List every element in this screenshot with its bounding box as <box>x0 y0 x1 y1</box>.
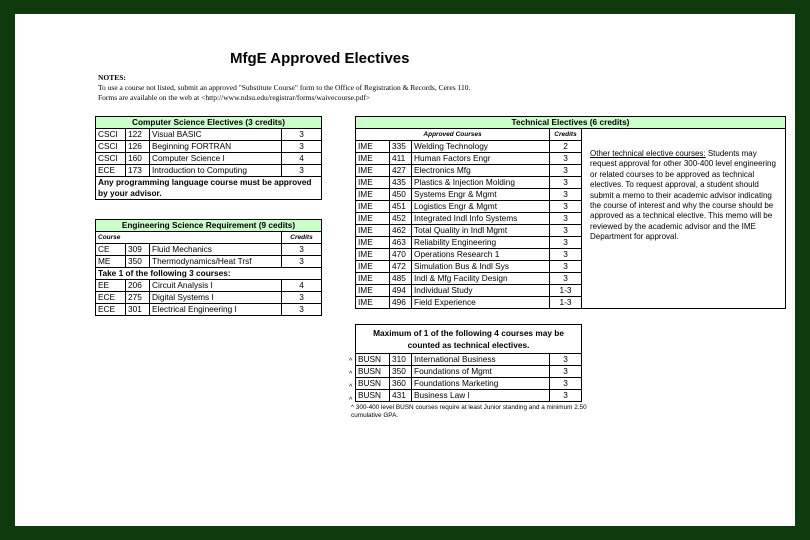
dept-cell: ECE <box>96 304 126 316</box>
credit-cell: 3 <box>550 273 582 285</box>
notes-block <box>98 73 618 103</box>
busn-table <box>355 324 582 402</box>
dept-cell: CSCI <box>96 129 126 141</box>
es-col-credits: Credits <box>282 232 322 244</box>
num-cell: 451 <box>390 201 412 213</box>
credit-cell: 3 <box>282 129 322 141</box>
cs-note: Any programming language course must be approved by your advisor. <box>96 177 322 200</box>
course-name-cell: Foundations of Mgmt <box>412 366 550 378</box>
course-name-cell: Plastics & Injection Molding <box>412 177 550 189</box>
caret-mark: ^ <box>349 384 353 391</box>
notes-line-1: To use a course not listed, submit an approved "Substitute Course" form to the Office of Registration & Records, Ceres 110. <box>98 83 471 92</box>
num-cell: 122 <box>126 129 150 141</box>
num-cell: 350 <box>390 366 412 378</box>
es-col-course: Course <box>96 232 282 244</box>
num-cell: 452 <box>390 213 412 225</box>
credit-cell: 3 <box>550 153 582 165</box>
num-cell: 335 <box>390 141 412 153</box>
table-row <box>96 292 322 304</box>
es-header: Engineering Science Requirement (9 cedits) <box>96 220 322 232</box>
dept-cell: IME <box>356 177 390 189</box>
course-name-cell: Electrical Engineering I <box>150 304 282 316</box>
dept-cell: ME <box>96 256 126 268</box>
num-cell: 450 <box>390 189 412 201</box>
course-name-cell: Simulation Bus & Indl Sys <box>412 261 550 273</box>
credit-cell: 2 <box>550 141 582 153</box>
num-cell: 462 <box>390 225 412 237</box>
credit-cell: 3 <box>550 390 582 402</box>
busn-max-note: Maximum of 1 of the following 4 courses may be counted as technical electives. <box>356 325 582 354</box>
credit-cell: 1-3 <box>550 285 582 297</box>
table-row <box>96 153 322 165</box>
dept-cell: IME <box>356 285 390 297</box>
num-cell: 350 <box>126 256 150 268</box>
dept-cell: IME <box>356 153 390 165</box>
cs-electives-table <box>95 116 322 200</box>
num-cell: 485 <box>390 273 412 285</box>
credit-cell: 3 <box>550 237 582 249</box>
dept-cell: IME <box>356 249 390 261</box>
credit-cell: 3 <box>282 256 322 268</box>
course-name-cell: Circuit Analysis I <box>150 280 282 292</box>
course-name-cell: Logistics Engr & Mgmt <box>412 201 550 213</box>
credit-cell: 4 <box>282 153 322 165</box>
table-row <box>356 390 582 402</box>
caret-mark: ^ <box>349 397 353 404</box>
course-name-cell: Human Factors Engr <box>412 153 550 165</box>
other-electives-note <box>582 129 786 309</box>
dept-cell: IME <box>356 165 390 177</box>
course-name-cell: Beginning FORTRAN <box>150 141 282 153</box>
dept-cell: BUSN <box>356 366 390 378</box>
dept-cell: CSCI <box>96 153 126 165</box>
table-row <box>356 378 582 390</box>
document-page <box>15 14 795 526</box>
num-cell: 435 <box>390 177 412 189</box>
course-name-cell: Introduction to Computing <box>150 165 282 177</box>
dept-cell: IME <box>356 225 390 237</box>
dept-cell: IME <box>356 297 390 309</box>
dept-cell: ECE <box>96 165 126 177</box>
te-header: Technical Electives (6 credits) <box>356 117 786 129</box>
caret-mark: ^ <box>349 358 353 365</box>
course-name-cell: Indl & Mfg Facility Design <box>412 273 550 285</box>
course-name-cell: Electronics Mfg <box>412 165 550 177</box>
dept-cell: IME <box>356 213 390 225</box>
table-row <box>96 129 322 141</box>
credit-cell: 3 <box>550 354 582 366</box>
dept-cell: ECE <box>96 292 126 304</box>
num-cell: 470 <box>390 249 412 261</box>
credit-cell: 3 <box>282 141 322 153</box>
eng-science-table <box>95 219 322 316</box>
busn-carets <box>349 355 352 407</box>
num-cell: 360 <box>390 378 412 390</box>
dept-cell: IME <box>356 189 390 201</box>
course-name-cell: Fluid Mechanics <box>150 244 282 256</box>
num-cell: 206 <box>126 280 150 292</box>
table-row <box>96 244 322 256</box>
credit-cell: 3 <box>550 189 582 201</box>
num-cell: 411 <box>390 153 412 165</box>
te-col-courses: Approved Courses <box>356 129 550 141</box>
credit-cell: 3 <box>550 213 582 225</box>
table-row <box>356 366 582 378</box>
credit-cell: 3 <box>550 261 582 273</box>
credit-cell: 3 <box>550 165 582 177</box>
course-name-cell: Total Quality in Indl Mgmt <box>412 225 550 237</box>
course-name-cell: International Business <box>412 354 550 366</box>
course-name-cell: Reliability Engineering <box>412 237 550 249</box>
credit-cell: 3 <box>550 366 582 378</box>
table-row <box>96 256 322 268</box>
te-col-credits: Credits <box>550 129 582 141</box>
dept-cell: IME <box>356 273 390 285</box>
table-row <box>96 304 322 316</box>
dept-cell: BUSN <box>356 354 390 366</box>
course-name-cell: Computer Science I <box>150 153 282 165</box>
course-name-cell: Systems Engr & Mgmt <box>412 189 550 201</box>
dept-cell: IME <box>356 261 390 273</box>
num-cell: 496 <box>390 297 412 309</box>
num-cell: 309 <box>126 244 150 256</box>
table-row <box>96 141 322 153</box>
credit-cell: 3 <box>282 244 322 256</box>
num-cell: 173 <box>126 165 150 177</box>
credit-cell: 3 <box>550 378 582 390</box>
credit-cell: 3 <box>550 249 582 261</box>
dept-cell: IME <box>356 141 390 153</box>
course-name-cell: Thermodynamics/Heat Trsf <box>150 256 282 268</box>
num-cell: 427 <box>390 165 412 177</box>
notes-line-2: Forms are available on the web at <http://www.ndsu.edu/registrar/forms/waivecourse.pdf> <box>98 93 371 102</box>
num-cell: 431 <box>390 390 412 402</box>
course-name-cell: Field Experience <box>412 297 550 309</box>
page-title: MfgE Approved Electives <box>230 50 410 67</box>
course-name-cell: Business Law I <box>412 390 550 402</box>
credit-cell: 3 <box>282 292 322 304</box>
side-heading: Other technical elective courses: <box>590 149 706 158</box>
caret-mark: ^ <box>349 371 353 378</box>
num-cell: 126 <box>126 141 150 153</box>
notes-heading: NOTES: <box>98 73 126 82</box>
table-row <box>356 354 582 366</box>
course-name-cell: Individual Study <box>412 285 550 297</box>
credit-cell: 3 <box>282 165 322 177</box>
dept-cell: BUSN <box>356 390 390 402</box>
table-row <box>96 280 322 292</box>
course-name-cell: Integrated Indl Info Systems <box>412 213 550 225</box>
credit-cell: 3 <box>550 225 582 237</box>
num-cell: 310 <box>390 354 412 366</box>
es-take-one: Take 1 of the following 3 courses: <box>96 268 322 280</box>
course-name-cell: Operations Research 1 <box>412 249 550 261</box>
course-name-cell: Foundations Marketing <box>412 378 550 390</box>
table-row <box>96 165 322 177</box>
credit-cell: 3 <box>550 177 582 189</box>
credit-cell: 1-3 <box>550 297 582 309</box>
num-cell: 472 <box>390 261 412 273</box>
side-text: Students may request approval for other 300-400 level engineering or related courses to be approved as technical electives. To request approval, a student should submit a memo to their academic advisor indicating the course of interest and why the course should be approved as a technical elective. This memo will be reviewed by the academic advisor and the IME Department for approval. <box>590 149 776 242</box>
num-cell: 301 <box>126 304 150 316</box>
course-name-cell: Visual BASIC <box>150 129 282 141</box>
dept-cell: EE <box>96 280 126 292</box>
num-cell: 494 <box>390 285 412 297</box>
dept-cell: CSCI <box>96 141 126 153</box>
credit-cell: 3 <box>550 201 582 213</box>
dept-cell: IME <box>356 201 390 213</box>
dept-cell: CE <box>96 244 126 256</box>
credit-cell: 4 <box>282 280 322 292</box>
num-cell: 463 <box>390 237 412 249</box>
cs-header: Computer Science Electives (3 credits) <box>96 117 322 129</box>
course-name-cell: Digital Systems I <box>150 292 282 304</box>
busn-footnote: ^ 300-400 level BUSN courses require at least Junior standing and a minimum 2.50 cumulative GPA. <box>351 404 587 419</box>
dept-cell: BUSN <box>356 378 390 390</box>
dept-cell: IME <box>356 237 390 249</box>
credit-cell: 3 <box>282 304 322 316</box>
course-name-cell: Welding Technology <box>412 141 550 153</box>
num-cell: 275 <box>126 292 150 304</box>
num-cell: 160 <box>126 153 150 165</box>
tech-electives-table <box>355 116 786 309</box>
